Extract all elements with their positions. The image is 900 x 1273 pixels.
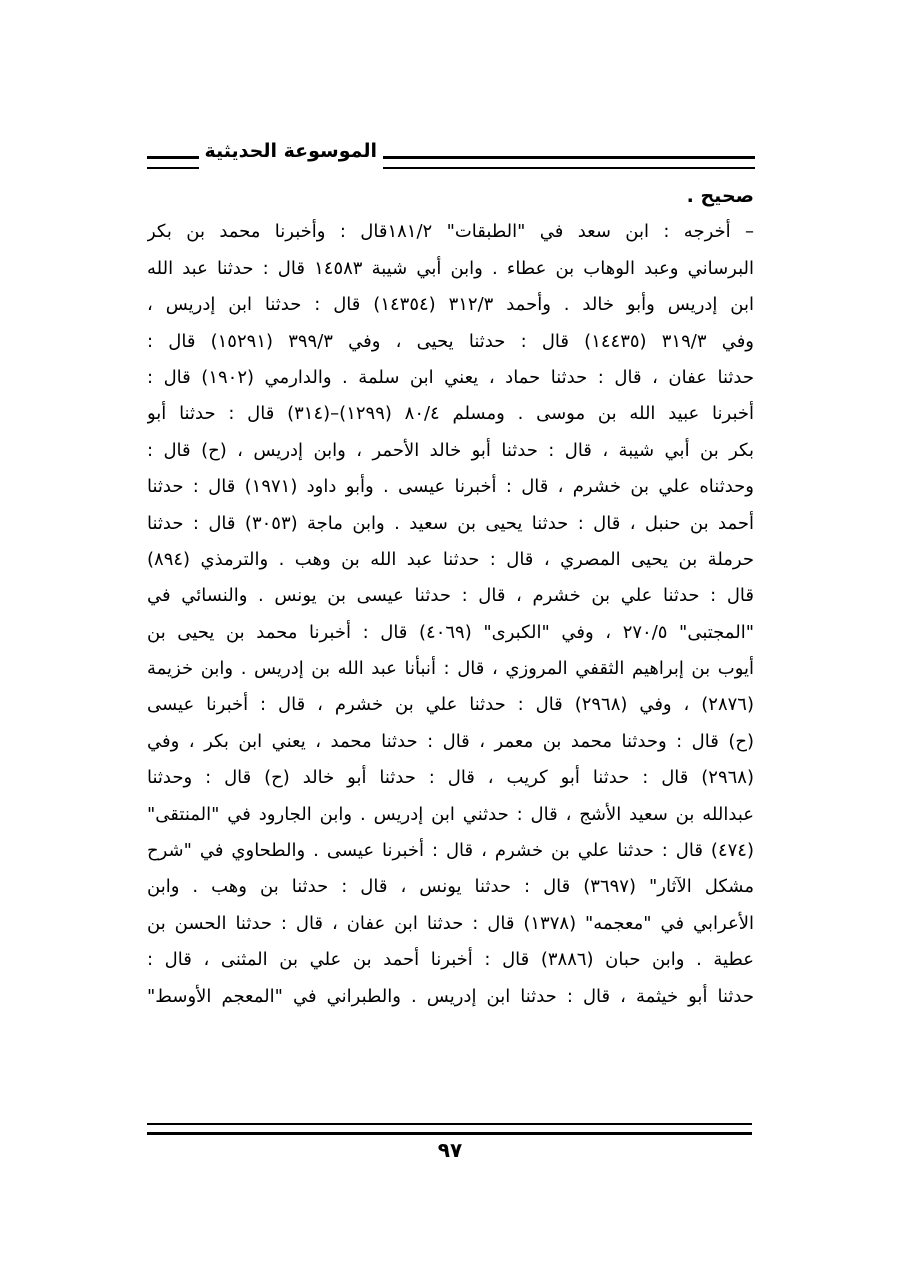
text-line: بكر بن أبي شيبة ، قال : حدثنا أبو خالد الأحمر ، وابن إدريس ، (ح) قال : — [147, 439, 754, 461]
header-rule-right — [383, 156, 755, 169]
text-line: الأعرابي في "معجمه" (١٣٧٨) قال : حدثنا ابن عفان ، قال : حدثنا الحسن بن — [147, 912, 754, 934]
text-line: حدثنا أبو خيثمة ، قال : حدثنا ابن إدريس . والطبراني في "المعجم الأوسط" — [147, 985, 754, 1007]
text-line: ابن إدريس وأبو خالد . وأحمد ٣١٢/٣ (١٤٣٥٤) قال : حدثنا ابن إدريس ، — [147, 294, 754, 316]
page-number: ٩٧ — [437, 1138, 463, 1162]
text-line: وحدثناه علي بن خشرم ، قال : أخبرنا عيسى . وأبو داود (١٩٧١) قال : حدثنا — [147, 476, 754, 498]
text-line: (ح) قال : وحدثنا محمد بن معمر ، قال : حدثنا محمد ، يعني ابن بكر ، وفي — [147, 730, 754, 752]
header-rule-left — [147, 156, 199, 169]
text-line: – أخرجه : ابن سعد في "الطبقات" ١٨١/٢قال : وأخبرنا محمد بن بكر — [147, 221, 754, 243]
footer-rule — [147, 1123, 752, 1135]
verdict-line: صحيح . — [686, 185, 754, 207]
text-line: قال : حدثنا علي بن خشرم ، قال : حدثنا عيسى بن يونس . والنسائي في — [147, 585, 754, 607]
text-line: (٢٩٦٨) قال : حدثنا أبو كريب ، قال : حدثنا أبو خالد (ح) قال : وحدثنا — [147, 767, 754, 789]
body-text — [147, 178, 754, 1015]
text-line: عبدالله بن سعيد الأشج ، قال : حدثني ابن إدريس . وابن الجارود في "المنتقى" — [147, 803, 754, 825]
text-line: حدثنا عفان ، قال : حدثنا حماد ، يعني ابن سلمة . والدارمي (١٩٠٢) قال : — [147, 366, 754, 388]
text-line: مشكل الآثار" (٣٦٩٧) قال : حدثنا يونس ، قال : حدثنا بن وهب . وابن — [147, 876, 754, 898]
text-line: أحمد بن حنبل ، قال : حدثنا يحيى بن سعيد . وابن ماجة (٣٠٥٣) قال : حدثنا — [147, 512, 754, 534]
header-title: الموسوعة الحديثية — [204, 140, 377, 162]
text-line: (٢٨٧٦) ، وفي (٢٩٦٨) قال : حدثنا علي بن خشرم ، قال : أخبرنا عيسى — [147, 694, 754, 716]
text-line: البرساني وعبد الوهاب بن عطاء . وابن أبي شيبة ١٤٥٨٣ قال : حدثنا عبد الله — [147, 257, 754, 279]
text-line: أخبرنا عبيد الله بن موسى . ومسلم ٨٠/٤ (١٢٩٩)–(٣١٤) قال : حدثنا أبو — [147, 403, 754, 425]
text-line: عطية . وابن حبان (٣٨٨٦) قال : أخبرنا أحمد بن علي بن المثنى ، قال : — [147, 949, 754, 971]
text-line: (٤٧٤) قال : حدثنا علي بن خشرم ، قال : أخبرنا عيسى . والطحاوي في "شرح — [147, 840, 754, 862]
text-line: أيوب بن إبراهيم الثقفي المروزي ، قال : أنبأنا عبد الله بن إدريس . وابن خزيمة — [147, 658, 754, 680]
running-header — [145, 138, 755, 178]
text-line: حرملة بن يحيى المصري ، قال : حدثنا عبد الله بن وهب . والترمذي (٨٩٤) — [147, 548, 754, 570]
text-line: وفي ٣١٩/٣ (١٤٤٣٥) قال : حدثنا يحيى ، وفي ٣٩٩/٣ (١٥٢٩١) قال : — [147, 330, 754, 352]
text-line: "المجتبى" ٢٧٠/٥ ، وفي "الكبرى" (٤٠٦٩) قال : أخبرنا محمد بن يحيى بن — [147, 621, 754, 643]
